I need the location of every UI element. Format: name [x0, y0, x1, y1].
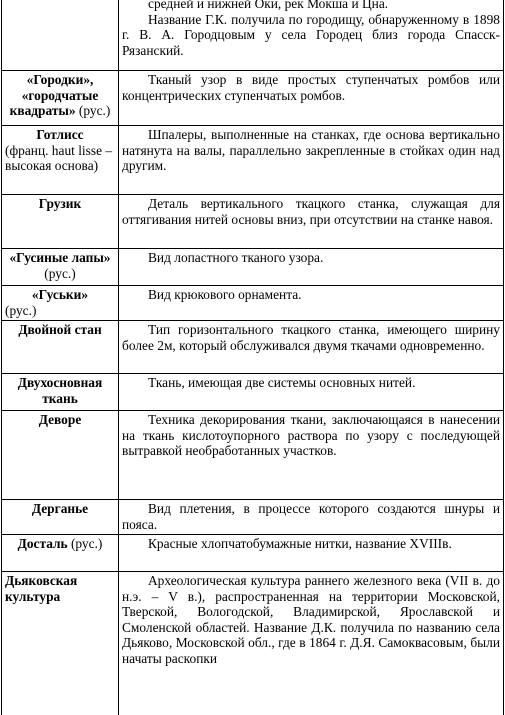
glossary-row-guski: [2, 286, 504, 321]
glossary-row-dvukhosnovnaya: [2, 374, 504, 411]
definition-cell: [119, 572, 504, 715]
term-name: Деворе: [38, 412, 82, 427]
glossary-row-dostal: [2, 535, 504, 572]
definition-cell: [119, 195, 504, 249]
term-cell: [2, 0, 119, 71]
definition-cell: [119, 500, 504, 535]
definition-text: Вид плетения, в процессе которого создаются шнуры и пояса.: [122, 501, 500, 532]
definition-cell: [119, 374, 504, 411]
definition-cell: [119, 411, 504, 500]
glossary-row-dergane: [2, 500, 504, 535]
glossary-row-gruzik: [2, 195, 504, 249]
definition-cell: [119, 321, 504, 374]
term-name: Дьяковская культура: [5, 573, 78, 604]
term-name: Двойной стан: [18, 322, 102, 337]
term-name: «Городки», «городчатые квадраты»: [9, 72, 99, 119]
term-note: (рус.): [44, 265, 76, 281]
glossary-row-dvoinoi-stan: [2, 321, 504, 374]
term-name: Дерганье: [31, 501, 89, 516]
glossary-row-gotliss: [2, 126, 504, 195]
definition-cell: [119, 249, 504, 286]
term-cell: [2, 195, 119, 249]
term-note: (рус.): [67, 536, 103, 551]
definition-cell: [119, 126, 504, 195]
term-cell: [2, 535, 119, 572]
term-cell: [2, 411, 119, 500]
definition-text: Шпалеры, выполненные на станках, где основа вертикально натянута на валы, параллельно закрепленные в стойках один над другим.: [122, 127, 500, 174]
glossary-row-dyakovo-culture: [2, 572, 504, 715]
term-cell: [2, 286, 119, 321]
definition-text: Красные хлопчатобумажные нитки, название XVIIIв.: [148, 536, 452, 551]
definition-text: Ткань, имеющая две системы основных нитей.: [148, 375, 416, 390]
definition-text: Название Г.К. получила по городищу, обнаруженному в 1898 г. В. А. Городцовым у села Городец близ города Спасск-Рязанский.: [122, 11, 500, 58]
definition-text: Вид лопастного тканого узора.: [148, 250, 324, 265]
term-cell: [2, 249, 119, 286]
term-cell: [2, 572, 119, 715]
term-cell: [2, 71, 119, 126]
term-cell: [2, 374, 119, 411]
glossary-table: [1, 0, 504, 715]
definition-text: средней и нижней Оки, рек Мокша и Цна.: [148, 0, 389, 11]
definition-text: Вид крюкового орнамента.: [148, 287, 302, 302]
definition-text: Тип горизонтального ткацкого станка, имеющего ширину более 2м, который обслуживался двумя ткачами одновременно.: [122, 322, 500, 353]
glossary-row-devore: [2, 411, 504, 500]
term-note: (рус.): [75, 103, 111, 119]
term-name: Грузик: [38, 196, 82, 211]
term-cell: [2, 500, 119, 535]
term-name: «Гусиные лапы»: [9, 250, 111, 265]
definition-cell: [119, 535, 504, 572]
definition-text: Деталь вертикального ткацкого станка, служащая для оттягивания нитей основы вниз, при отсутствии на станке навоя.: [122, 196, 500, 227]
definition-cell: [119, 71, 504, 126]
term-name: Готлисс: [36, 127, 84, 142]
glossary-row-gusinye-lapy: [2, 249, 504, 286]
definition-cell: [119, 286, 504, 321]
term-note: (рус.): [5, 302, 37, 318]
term-cell: [2, 321, 119, 374]
definition-text: Тканый узор в виде простых ступенчатых ромбов или концентрических ступенчатых ромбов.: [122, 72, 500, 103]
definition-cell: [119, 0, 504, 71]
term-name: «Гуськи»: [31, 287, 89, 302]
definition-text: Археологическая культура раннего железного века (VII в. до н.э. – V в.), распространенная на территории Московской, Тверской, Вологодской, Владимирской, Ярославской и Смоленской областей. Название Д.К. получила по названию села Дьяково, Московской обл., где в 1864 г. Д.Я. Самоквасовым, были начаты раскопки: [122, 573, 500, 666]
term-cell: [2, 126, 119, 195]
term-name: Досталь: [17, 536, 68, 551]
term-name: Двухосновная ткань: [17, 375, 103, 406]
definition-text: Техника декорирования ткани, заключающаяся в нанесении на ткань кислотоупорного раствора по узору с последующей вытравкой необработанных участков.: [122, 412, 500, 459]
glossary-row-gorodets-culture: [2, 0, 504, 71]
glossary-row-gorodki: [2, 71, 504, 126]
term-note: (франц. haut lisse – высокая основа): [5, 142, 113, 174]
